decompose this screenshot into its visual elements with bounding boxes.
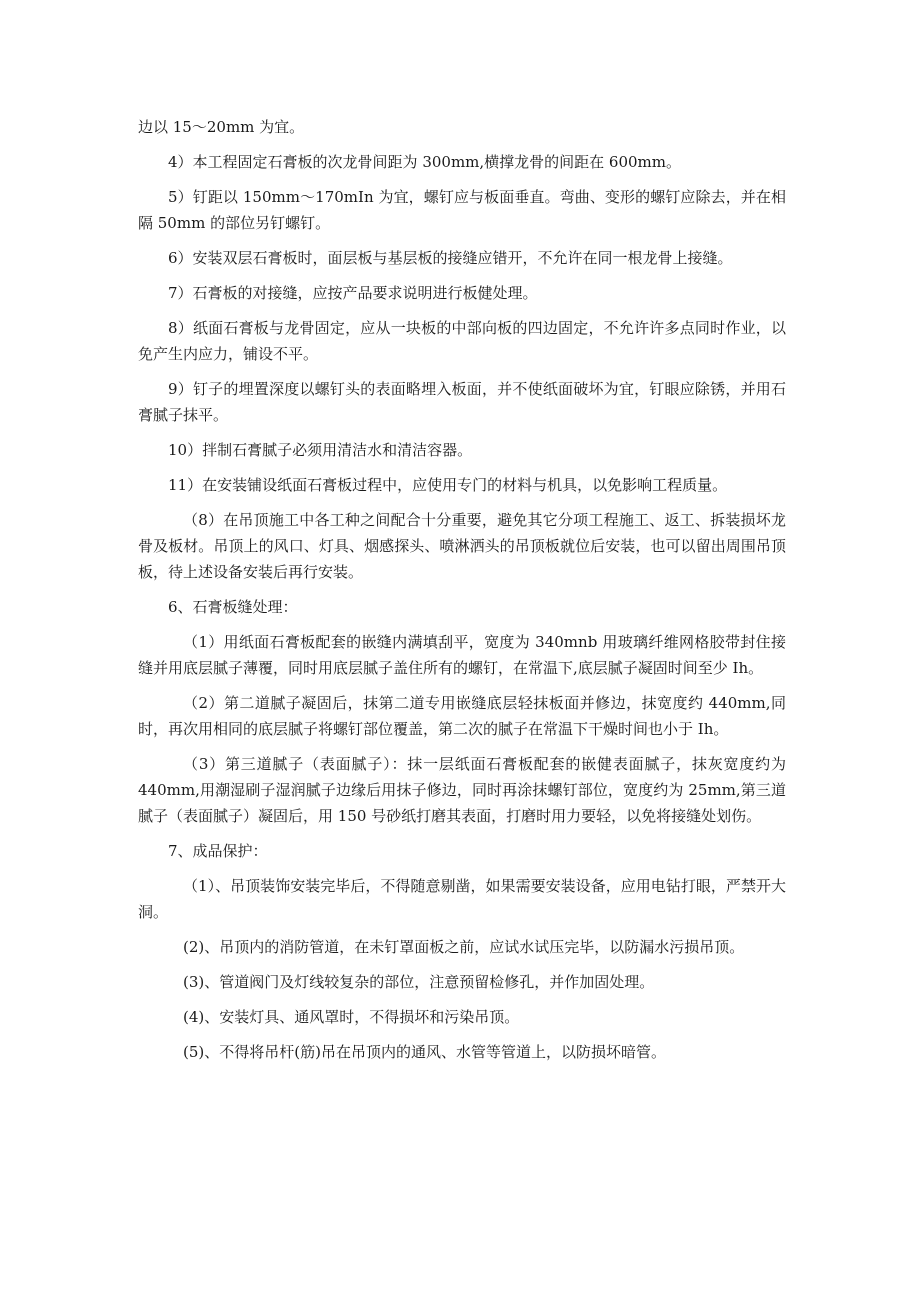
paragraph-seam-step-3: （3）第三道腻子（表面腻子）：抹一层纸面石膏板配套的嵌健表面腻子，抹灰宽度约为 440mm,用潮湿刷子湿润腻子边缘后用抹子修边，同时再涂抹螺钉部位，宽度约为 25mm,第三道腻子（表面腻子）凝固后，用 150 号砂纸打磨其表面，打磨时用力要轻，以免将接缝处划伤。: [138, 755, 786, 825]
paragraph-protection-5: (5)、不得将吊杆(筋)吊在吊顶内的通风、水管等管道上，以防损坏暗管。: [183, 1043, 666, 1061]
paragraph-protection-2: (2)、吊顶内的消防管道，在未钉罩面板之前，应试水试压完毕，以防漏水污损吊顶。: [183, 938, 745, 956]
paragraph-protection-1: （1）、吊顶装饰安装完毕后，不得随意剔凿，如果需要安装设备，应用电钻打眼，严禁开大洞。: [138, 877, 786, 921]
paragraph-seam-step-2: （2）第二道腻子凝固后，抹第二道专用嵌缝底层轻抹板面并修边，抹宽度约 440mm,同时，再次用相同的底层腻子将螺钉部位覆盖，第二次的腻子在常温下干燥时间也小于 Ih。: [138, 694, 786, 738]
paragraph-item-11: 11）在安装铺设纸面石膏板过程中，应使用专门的材料与机具，以免影响工程质量。: [168, 476, 728, 494]
paragraph-protection-4: (4)、安装灯具、通风罩时，不得损坏和污染吊顶。: [183, 1008, 520, 1026]
paragraph-item-4: 4）本工程固定石膏板的次龙骨间距为 300mm,横撑龙骨的间距在 600mm。: [168, 153, 682, 171]
paragraph-item-9: 9）钉子的埋置深度以螺钉头的表面略埋入板面，并不使纸面破坏为宜，钉眼应除锈，并用石膏腻子抹平。: [138, 380, 786, 424]
paragraph-item-10: 10）拌制石膏腻子必须用清洁水和清洁容器。: [168, 441, 473, 459]
paragraph-protection-3: (3)、管道阀门及灯线较复杂的部位，注意预留检修孔，并作加固处理。: [183, 973, 655, 991]
paragraph-item-8: 8）纸面石膏板与龙骨固定，应从一块板的中部向板的四边固定，不允许许多点同时作业，以免产生内应力，铺设不平。: [138, 319, 786, 363]
paragraph-seam-step-1: （1）用纸面石膏板配套的嵌缝内满填刮平，宽度为 340mnb 用玻璃纤维网格胶带封住接缝并用底层腻子薄覆，同时用底层腻子盖住所有的螺钉，在常温下,底层腻子凝固时间至少 Ih。: [138, 633, 786, 677]
paragraph-item-7: 7）石膏板的对接缝，应按产品要求说明进行板健处理。: [168, 284, 538, 302]
section-heading-6: 6、石膏板缝处理：: [168, 598, 298, 616]
paragraph-edge-width: 边以 15～20mm 为宜。: [138, 118, 305, 136]
document-page: [138, 114, 786, 1074]
paragraph-item-6: 6）安装双层石膏板时，面层板与基层板的接缝应错开，不允许在同一根龙骨上接缝。: [168, 249, 733, 267]
paragraph-section-8: （8）在吊顶施工中各工种之间配合十分重要，避免其它分项工程施工、返工、拆装损坏龙骨及板材。吊顶上的风口、灯具、烟感探头、喷淋洒头的吊顶板就位后安装，也可以留出周围吊顶板，待上述设备安装后再行安装。: [138, 511, 786, 581]
section-heading-7: 7、成品保护：: [168, 842, 268, 860]
paragraph-item-5: 5）钉距以 150mm～170mIn 为宜，螺钉应与板面垂直。弯曲、变形的螺钉应除去，并在相隔 50mm 的部位另钉螺钉。: [138, 188, 786, 232]
